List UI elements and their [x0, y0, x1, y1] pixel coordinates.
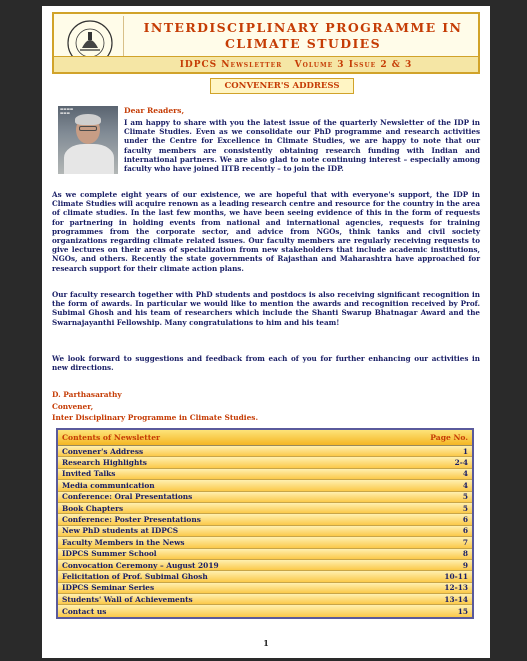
contents-row-page: 8 [462, 549, 468, 559]
contents-row[interactable] [58, 480, 472, 491]
page-number: 1 [263, 638, 269, 648]
newsletter-title [130, 20, 476, 52]
contents-row-page: 5 [462, 503, 468, 513]
contents-table [56, 428, 474, 619]
section-title: CONVENER'S ADDRESS [210, 78, 354, 94]
greeting: Dear Readers, [124, 106, 185, 115]
contents-row-page: 4 [462, 469, 468, 479]
title-line-1: INTERDISCIPLINARY PROGRAMME IN [143, 20, 463, 35]
paragraph-3: Our faculty research together with PhD students and postdocs is also receiving significant recognition in the form of awards. In particular we would like to mention the awards and recognition received by Prof. Subimal Ghosh and his team of researchers which include the Shanti Swarup Bhatnagar Award and the Swarnajayanthi Fellowship. Many congratulations to him and his team! [52, 290, 480, 327]
contents-row[interactable] [58, 583, 472, 594]
contents-row-page: 6 [462, 515, 468, 525]
contents-row-page: 13-14 [444, 594, 468, 604]
volume-bar [54, 56, 478, 72]
contents-row-label: Conference: Oral Presentations [62, 492, 193, 502]
volume-issue: Volume 3 Issue 2 & 3 [294, 60, 413, 70]
contents-row[interactable] [58, 446, 472, 457]
signature-name: D. Parthasarathy [52, 390, 122, 399]
contents-row[interactable] [58, 492, 472, 503]
newsletter-page [42, 6, 490, 658]
contents-row[interactable] [58, 514, 472, 525]
contents-header [58, 430, 472, 446]
paragraph-2: As we complete eight years of our existence, we are hopeful that with everyone's support, the IDP in Climate Studies will acquire renown as a leading research centre and resource for the country in the area of climate studies. In the last few months, we have been seeing evidence of this in the form of requests for partnering in holding events from national and international agencies, requests for training programmes from the corporate sector, and advice from NGOs, think tanks and civil society organizations regarding climate related issues. Our faculty members are regularly receiving requests to give lectures on their areas of specialization from new stakeholders that include academic institutions, NGOs, and others. Recently the state governments of Rajasthan and Maharashtra have approached for research support for their climate action plans. [52, 190, 480, 273]
contents-row[interactable] [58, 560, 472, 571]
contents-row-page: 6 [462, 526, 468, 536]
contents-row-page: 10-11 [444, 571, 468, 581]
contents-row-page: 9 [462, 560, 468, 570]
contents-row-label: Convocation Ceremony – August 2019 [62, 560, 219, 570]
contents-row-label: Faculty Members in the News [62, 537, 185, 547]
contents-row[interactable] [58, 537, 472, 548]
newsletter-header [52, 12, 480, 74]
contents-row[interactable] [58, 594, 472, 605]
contents-row-page: 5 [462, 492, 468, 502]
contents-row-page: 15 [457, 606, 468, 616]
signature-programme: Inter Disciplinary Programme in Climate Studies. [52, 413, 259, 422]
contents-row-page: 7 [462, 537, 468, 547]
contents-row-label: Felicitation of Prof. Subimal Ghosh [62, 571, 208, 581]
contents-row[interactable] [58, 549, 472, 560]
contents-row[interactable] [58, 526, 472, 537]
contents-heading: Contents of Newsletter [62, 433, 161, 442]
contents-row-label: Conference: Poster Presentations [62, 515, 201, 525]
contents-row[interactable] [58, 457, 472, 468]
contents-row-page: 2-4 [454, 458, 468, 468]
contents-row-page: 1 [462, 446, 468, 456]
contents-row-label: Research Highlights [62, 458, 147, 468]
contents-row[interactable] [58, 571, 472, 582]
contents-row[interactable] [58, 503, 472, 514]
contents-row-page: 12-13 [444, 583, 468, 593]
paragraph-1: I am happy to share with you the latest issue of the quarterly Newsletter of the IDP in Climate Studies. Even as we consolidate our PhD programme and research activities under the Centre for Excellence in Climate Studies, we are happy to note that our faculty members are consistently obtaining research funding with Indian and international partners. We are also glad to note continuing interest – especially among faculty who have joined IITB recently – to join the IDP. [124, 118, 480, 174]
contents-row-label: Media communication [62, 480, 155, 490]
page-no-heading: Page No. [430, 433, 468, 442]
contents-row-label: New PhD students at IDPCS [62, 526, 179, 536]
contents-row-label: Convener's Address [62, 446, 144, 456]
paragraph-4: We look forward to suggestions and feedback from each of you for further enhancing our activities in new directions. [52, 354, 480, 373]
title-line-2: CLIMATE STUDIES [224, 36, 382, 51]
contents-row-label: Invited Talks [62, 469, 116, 479]
contents-row-label: IDPCS Seminar Series [62, 583, 155, 593]
signature-role: Convener, [52, 402, 94, 411]
contents-row-label: Book Chapters [62, 503, 124, 513]
publication-name: IDPCS Newsletter [179, 60, 283, 70]
contents-row[interactable] [58, 469, 472, 480]
contents-row-label: Students' Wall of Achievements [62, 594, 193, 604]
contents-row-page: 4 [462, 480, 468, 490]
contents-row[interactable] [58, 605, 472, 616]
contents-row-label: IDPCS Summer School [62, 549, 157, 559]
convener-photo-icon: ▬▬▬▬ ▬▬▬ [58, 106, 118, 174]
contents-row-label: Contact us [62, 606, 107, 616]
